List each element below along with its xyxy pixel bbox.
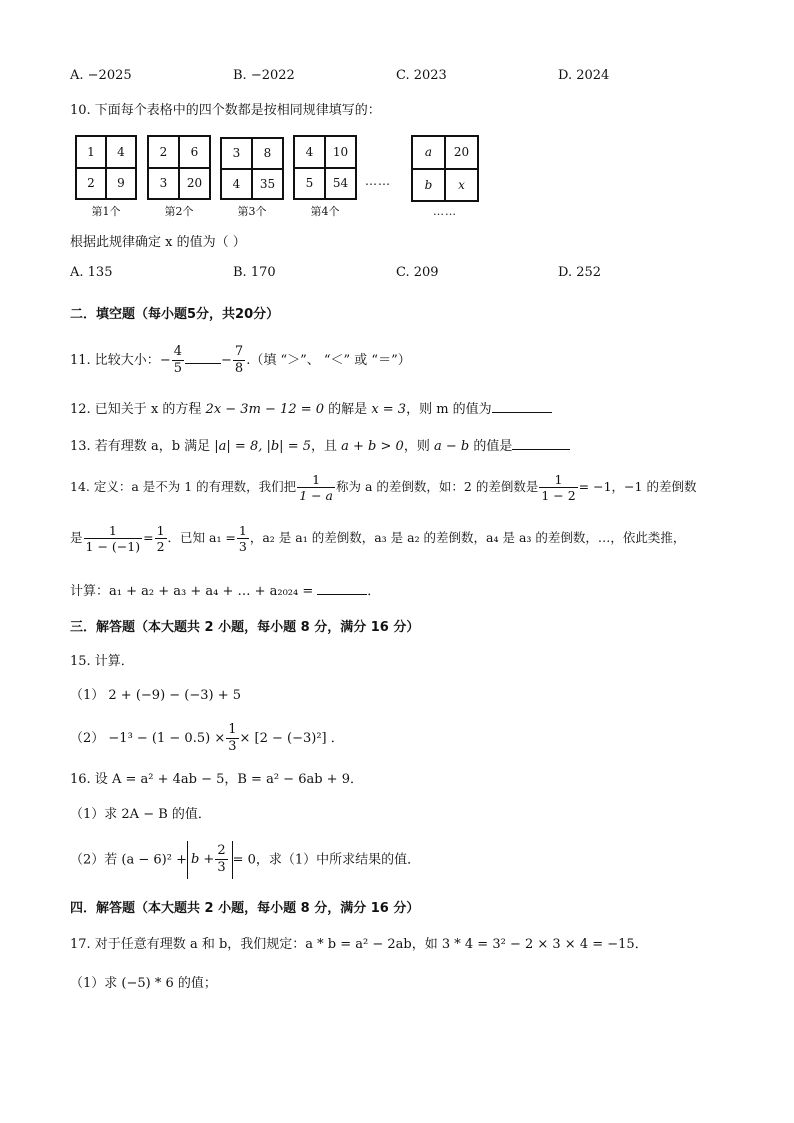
- q16-part-2-text: = 0，求（1）中所求结果的值．: [232, 852, 421, 868]
- q10-option-a: A. 135: [70, 265, 113, 280]
- q13-prefix: 13. 若有理数 a，b 满足: [70, 439, 215, 454]
- table-cell: x: [445, 169, 478, 202]
- table-cell: 8: [252, 138, 283, 169]
- q10-option-b: B. 170: [233, 265, 276, 280]
- q14-text: = −1，−1 的差倒数: [578, 479, 697, 494]
- q12: [70, 403, 552, 416]
- table-cell: 4: [221, 169, 252, 200]
- q10-table-general-label: ……: [433, 205, 457, 218]
- q16-absolute-value: b + $\frac{2}{3}$: [187, 841, 233, 879]
- table-cell: 4: [106, 136, 136, 168]
- q14-text: 称为 a 的差倒数，如：2 的差倒数是: [336, 479, 539, 494]
- section-heading-2: 二．填空题（每小题5分，共20分）: [70, 307, 280, 322]
- table-cell: 2: [76, 168, 106, 200]
- q10-stem: 10. 下面每个表格中的四个数都是按相同规律填写的：: [70, 103, 381, 118]
- section-heading-3: 三．解答题（本大题共 2 小题，每小题 8 分，满分 16 分）: [70, 620, 420, 635]
- table-cell: 3: [148, 168, 179, 200]
- q13-blank[interactable]: [512, 449, 570, 450]
- q13-mid: ，且: [311, 439, 342, 454]
- q15-part-1: （1） 2 + (−9) − (−3) + 5: [70, 688, 242, 703]
- q11-suffix: .（填 “＞”、 “＜” 或 “＝”）: [246, 353, 411, 368]
- q11: 11. 比较大小：− $\frac{4}{5}$ − $\frac{7}{8}$ .（填 “＞”、 “＜” 或 “＝”）: [70, 344, 411, 376]
- q14-text: ．: [367, 584, 381, 599]
- q9-option-a: A. −2025: [70, 68, 132, 83]
- q11-fraction-1: $\frac{4}{5}$: [173, 344, 182, 376]
- q12-suffix: ，则 m 的值为: [406, 402, 492, 417]
- q15-fraction: $\frac{1}{3}$: [228, 722, 237, 754]
- table-cell: 10: [325, 136, 356, 168]
- q16-part-1: （1）求 2A − B 的值．: [70, 807, 211, 822]
- q12-equation: 2x − 3m − 12 = 0: [205, 402, 325, 417]
- table-cell: 3: [221, 138, 252, 169]
- q13-condition-2: a + b > 0: [341, 439, 404, 454]
- q16-fraction: $\frac{2}{3}$: [217, 843, 226, 875]
- q17-stem: 17. 对于任意有理数 a 和 b，我们规定：a * b = a² − 2ab，如 3 * 4 = 3² − 2 × 3 × 4 = −15．: [70, 937, 648, 952]
- q10-table-4-label: 第4个: [310, 205, 340, 218]
- q10-table-1: [75, 135, 137, 200]
- q9-option-b: B. −2022: [233, 68, 295, 83]
- q15-stem: 15. 计算．: [70, 654, 134, 669]
- table-cell: 6: [179, 136, 210, 168]
- q13-suffix-1: ，则: [403, 439, 434, 454]
- section-heading-4: 四．解答题（本大题共 2 小题，每小题 8 分，满分 16 分）: [70, 901, 420, 916]
- q12-solution: x = 3: [371, 402, 407, 417]
- q14-text: ，a₂ 是 a₁ 的差倒数，a₃ 是 a₂ 的差倒数，a₄ 是 a₃ 的差倒数，…，依此类推，: [249, 530, 686, 545]
- q16-part-2-text: （2）若 (a − 6)² +: [70, 852, 187, 868]
- q14-blank[interactable]: [317, 594, 367, 595]
- q12-mid: 的解是: [324, 402, 372, 417]
- q14-text: 是: [70, 530, 83, 545]
- q9-option-c: C. 2023: [396, 68, 447, 83]
- q15-part-2-text: （2） −1³ − (1 − 0.5) ×: [70, 731, 226, 746]
- q15-part-2-text: × [2 − (−3)²] ．: [239, 731, 344, 746]
- table-cell: 2: [148, 136, 179, 168]
- table-cell: 54: [325, 168, 356, 200]
- table-cell: 4: [294, 136, 325, 168]
- q14-fraction-example-2: $\frac{1}{1 - (-1)}$: [85, 522, 141, 554]
- q13-expression: a − b: [433, 439, 470, 454]
- q9-option-d: D. 2024: [558, 68, 610, 83]
- table-cell: 20: [179, 168, 210, 200]
- q14-fraction-definition: $\frac{1}{1 - a}$: [299, 471, 334, 503]
- q14-line-3: [70, 585, 380, 598]
- q10-question: 根据此规律确定 x 的值为（ ）: [70, 235, 246, 250]
- q12-blank[interactable]: [492, 412, 552, 413]
- q11-fraction-2: $\frac{7}{8}$: [234, 344, 244, 376]
- table-cell: 1: [76, 136, 106, 168]
- q10-table-2-label: 第2个: [164, 205, 194, 218]
- q16-part-2: [70, 841, 420, 880]
- q16-stem: 16. 设 A = a² + 4ab − 5，B = a² − 6ab + 9．: [70, 772, 363, 787]
- q13-suffix-2: 的值是: [469, 439, 513, 454]
- q14-fraction-a1: $\frac{1}{3}$: [238, 522, 247, 554]
- table-cell: 9: [106, 168, 136, 200]
- table-cell: 20: [445, 136, 478, 169]
- q10-table-3: [220, 137, 284, 200]
- q10-table-1-label: 第1个: [91, 205, 121, 218]
- table-cell: 5: [294, 168, 325, 200]
- q10-table-3-label: 第3个: [237, 205, 267, 218]
- q10-table-2: [147, 135, 211, 200]
- q13-condition: |a| = 8, |b| = 5: [214, 439, 311, 454]
- q14-text: 计算：a₁ + a₂ + a₃ + a₄ + … + a₂₀₂₄ =: [70, 584, 314, 599]
- q10-option-c: C. 209: [396, 265, 439, 280]
- q10-table-4: [293, 135, 357, 200]
- q14-line-1: [70, 470, 696, 504]
- q10-option-d: D. 252: [558, 265, 602, 280]
- table-cell: b: [412, 169, 445, 202]
- q14-fraction-example-1: $\frac{1}{1 - 2}$: [541, 471, 576, 503]
- q11-prefix: 11. 比较大小：: [70, 353, 160, 368]
- q14-text: 14. 定义：a 是不为 1 的有理数，我们把: [70, 479, 297, 494]
- q14-text: ．已知 a₁ =: [167, 530, 236, 545]
- q12-prefix: 12. 已知关于 x 的方程: [70, 402, 206, 417]
- q11-blank[interactable]: [185, 363, 221, 364]
- table-cell: 35: [252, 169, 283, 200]
- q10-dots: ……: [365, 174, 391, 188]
- q14-text: =: [143, 530, 154, 545]
- table-cell: a: [412, 136, 445, 169]
- q14-line-2: [70, 520, 685, 556]
- q15-part-2: [70, 722, 344, 756]
- q14-fraction-example-2-result: $\frac{1}{2}$: [156, 522, 165, 554]
- q13: [70, 440, 570, 453]
- q17-part-1: （1）求 (−5) * 6 的值；: [70, 976, 217, 991]
- q10-table-general: [411, 135, 479, 202]
